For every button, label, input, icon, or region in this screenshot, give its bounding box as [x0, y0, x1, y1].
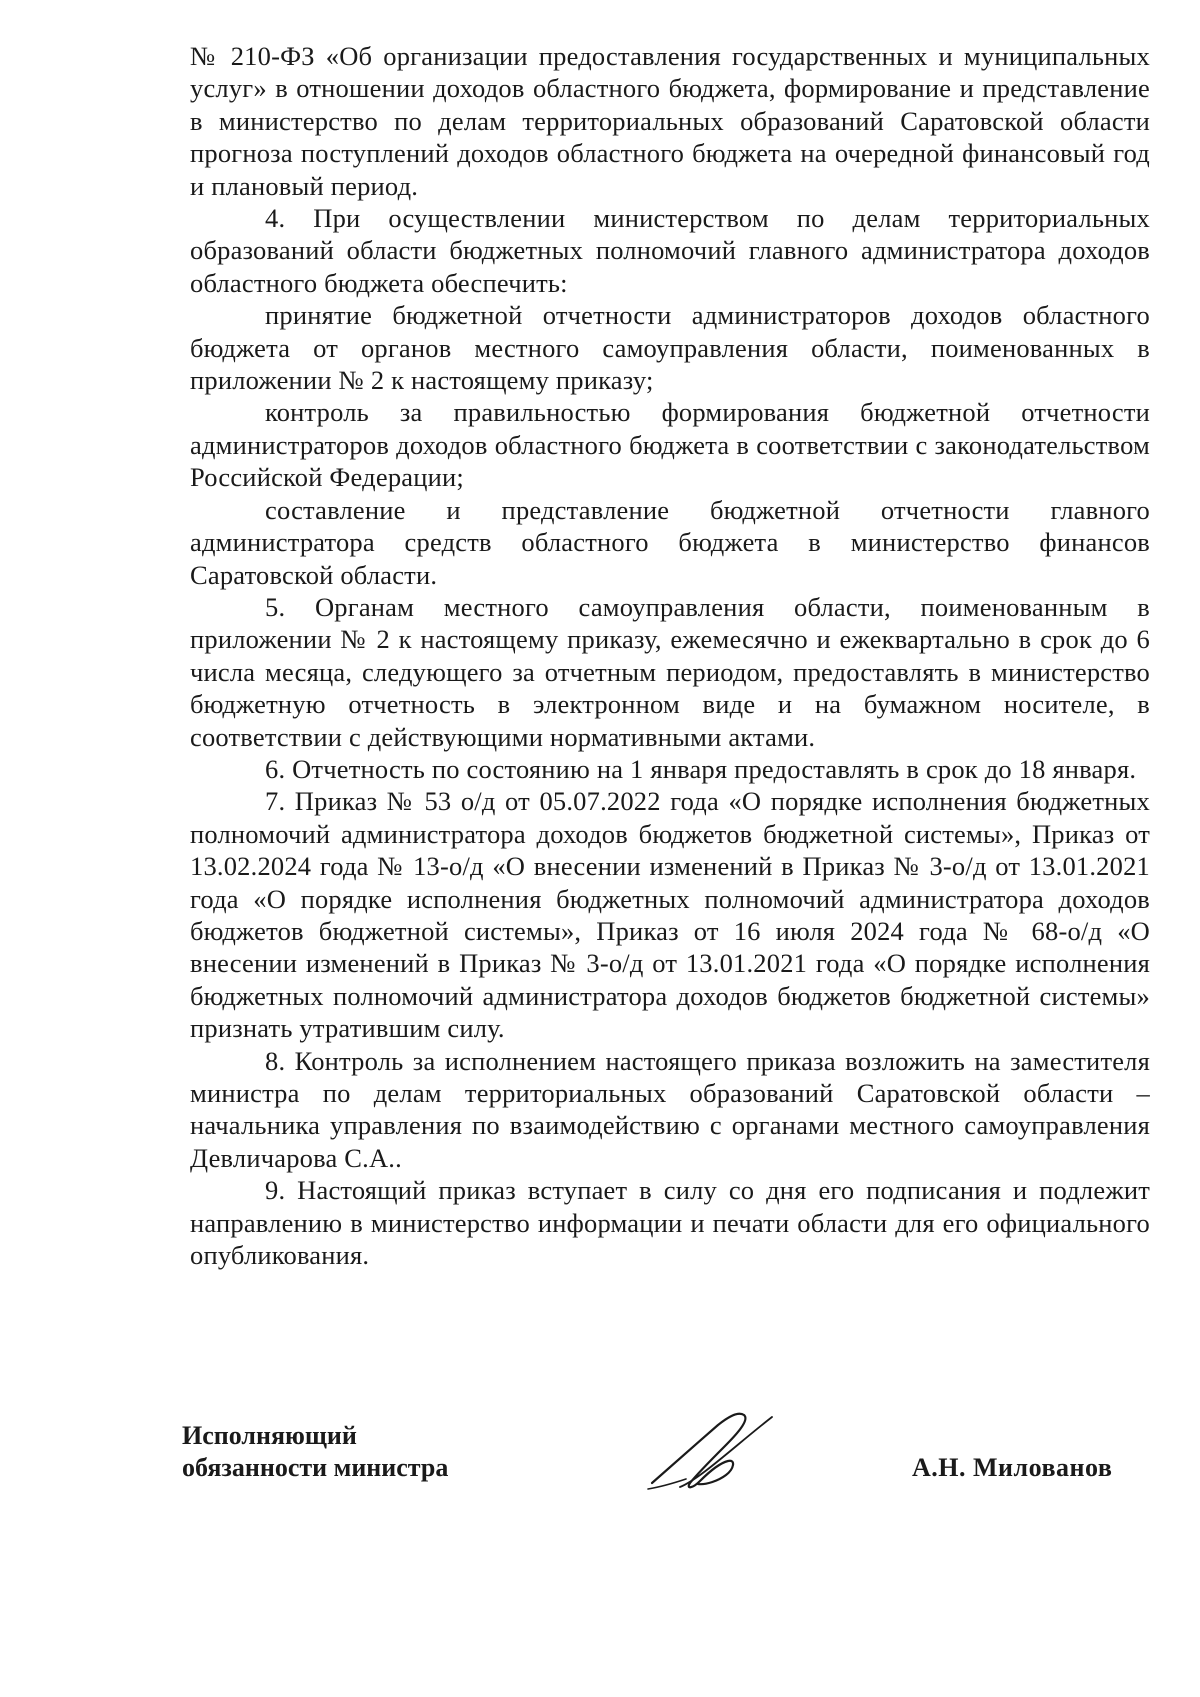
- handwritten-signature-icon: [640, 1405, 790, 1505]
- paragraph-law-reference: № 210-ФЗ «Об организации предоставления государственных и муниципальных услуг» в отношении доходов областного бюджета, формирование и представление в министерство по делам территориальных образований Саратовской области прогноза поступлений доходов областного бюджета на очередной финансовый год и плановый период.: [190, 41, 1150, 201]
- paragraph-item-4-control: контроль за правильностью формирования бюджетной отчетности администраторов доходов областного бюджета в соответствии с законодательством Российской Федерации;: [190, 397, 1150, 493]
- paragraph-item-8: 8. Контроль за исполнением настоящего приказа возложить на заместителя министра по делам территориальных образований Саратовской области – начальника управления по взаимодействию с органами местного самоуправления Девличарова С.А..: [190, 1045, 1150, 1173]
- paragraph-item-4-submission: составление и представление бюджетной отчетности главного администратора средств областного бюджета в министерство финансов Саратовской области.: [190, 494, 1150, 590]
- paragraph-item-6: 6. Отчетность по состоянию на 1 января предоставлять в срок до 18 января.: [265, 753, 1137, 784]
- signatory-title-line-1: Исполняющий: [182, 1421, 357, 1450]
- paragraph-item-4-reporting: принятие бюджетной отчетности администраторов доходов областного бюджета от органов местного самоуправления области, поименованных в приложении № 2 к настоящему приказу;: [190, 300, 1150, 396]
- signatory-title-line-2: обязанности министра: [182, 1453, 449, 1482]
- paragraph-item-7: 7. Приказ № 53 о/д от 05.07.2022 года «О порядке исполнения бюджетных полномочий администратора доходов бюджетов бюджетной системы», Приказ от 13.02.2024 года № 13-о/д «О внесении изменений в Приказ № 3-о/д от 13.01.2021 года «О порядке исполнения бюджетных полномочий администратора доходов бюджетов бюджетной системы», Приказ от 16 июля 2024 года № 68-о/д «О внесении изменений в Приказ № 3-о/д от 13.01.2021 года «О порядке исполнения бюджетных полномочий администратора доходов бюджетов бюджетной системы» признать утратившим силу.: [190, 786, 1150, 1044]
- document-body: [190, 40, 1150, 1271]
- signatory-title: [182, 1420, 448, 1484]
- paragraph-item-5: 5. Органам местного самоуправления области, поименованным в приложении № 2 к настоящему приказу, ежемесячно и ежеквартально в срок до 6 числа месяца, следующего за отчетным периодом, предоставлять в министерство бюджетную отчетность в электронном виде и на бумажном носителе, в соответствии с действующими нормативными актами.: [190, 591, 1150, 752]
- paragraph-item-9: 9. Настоящий приказ вступает в силу со дня его подписания и подлежит направлению в министерство информации и печати области для его официального опубликования.: [190, 1175, 1150, 1271]
- paragraph-item-4: 4. При осуществлении министерством по делам территориальных образований области бюджетных полномочий главного администратора доходов областного бюджета обеспечить:: [190, 203, 1150, 298]
- signatory-name: А.Н. Милованов: [912, 1453, 1113, 1482]
